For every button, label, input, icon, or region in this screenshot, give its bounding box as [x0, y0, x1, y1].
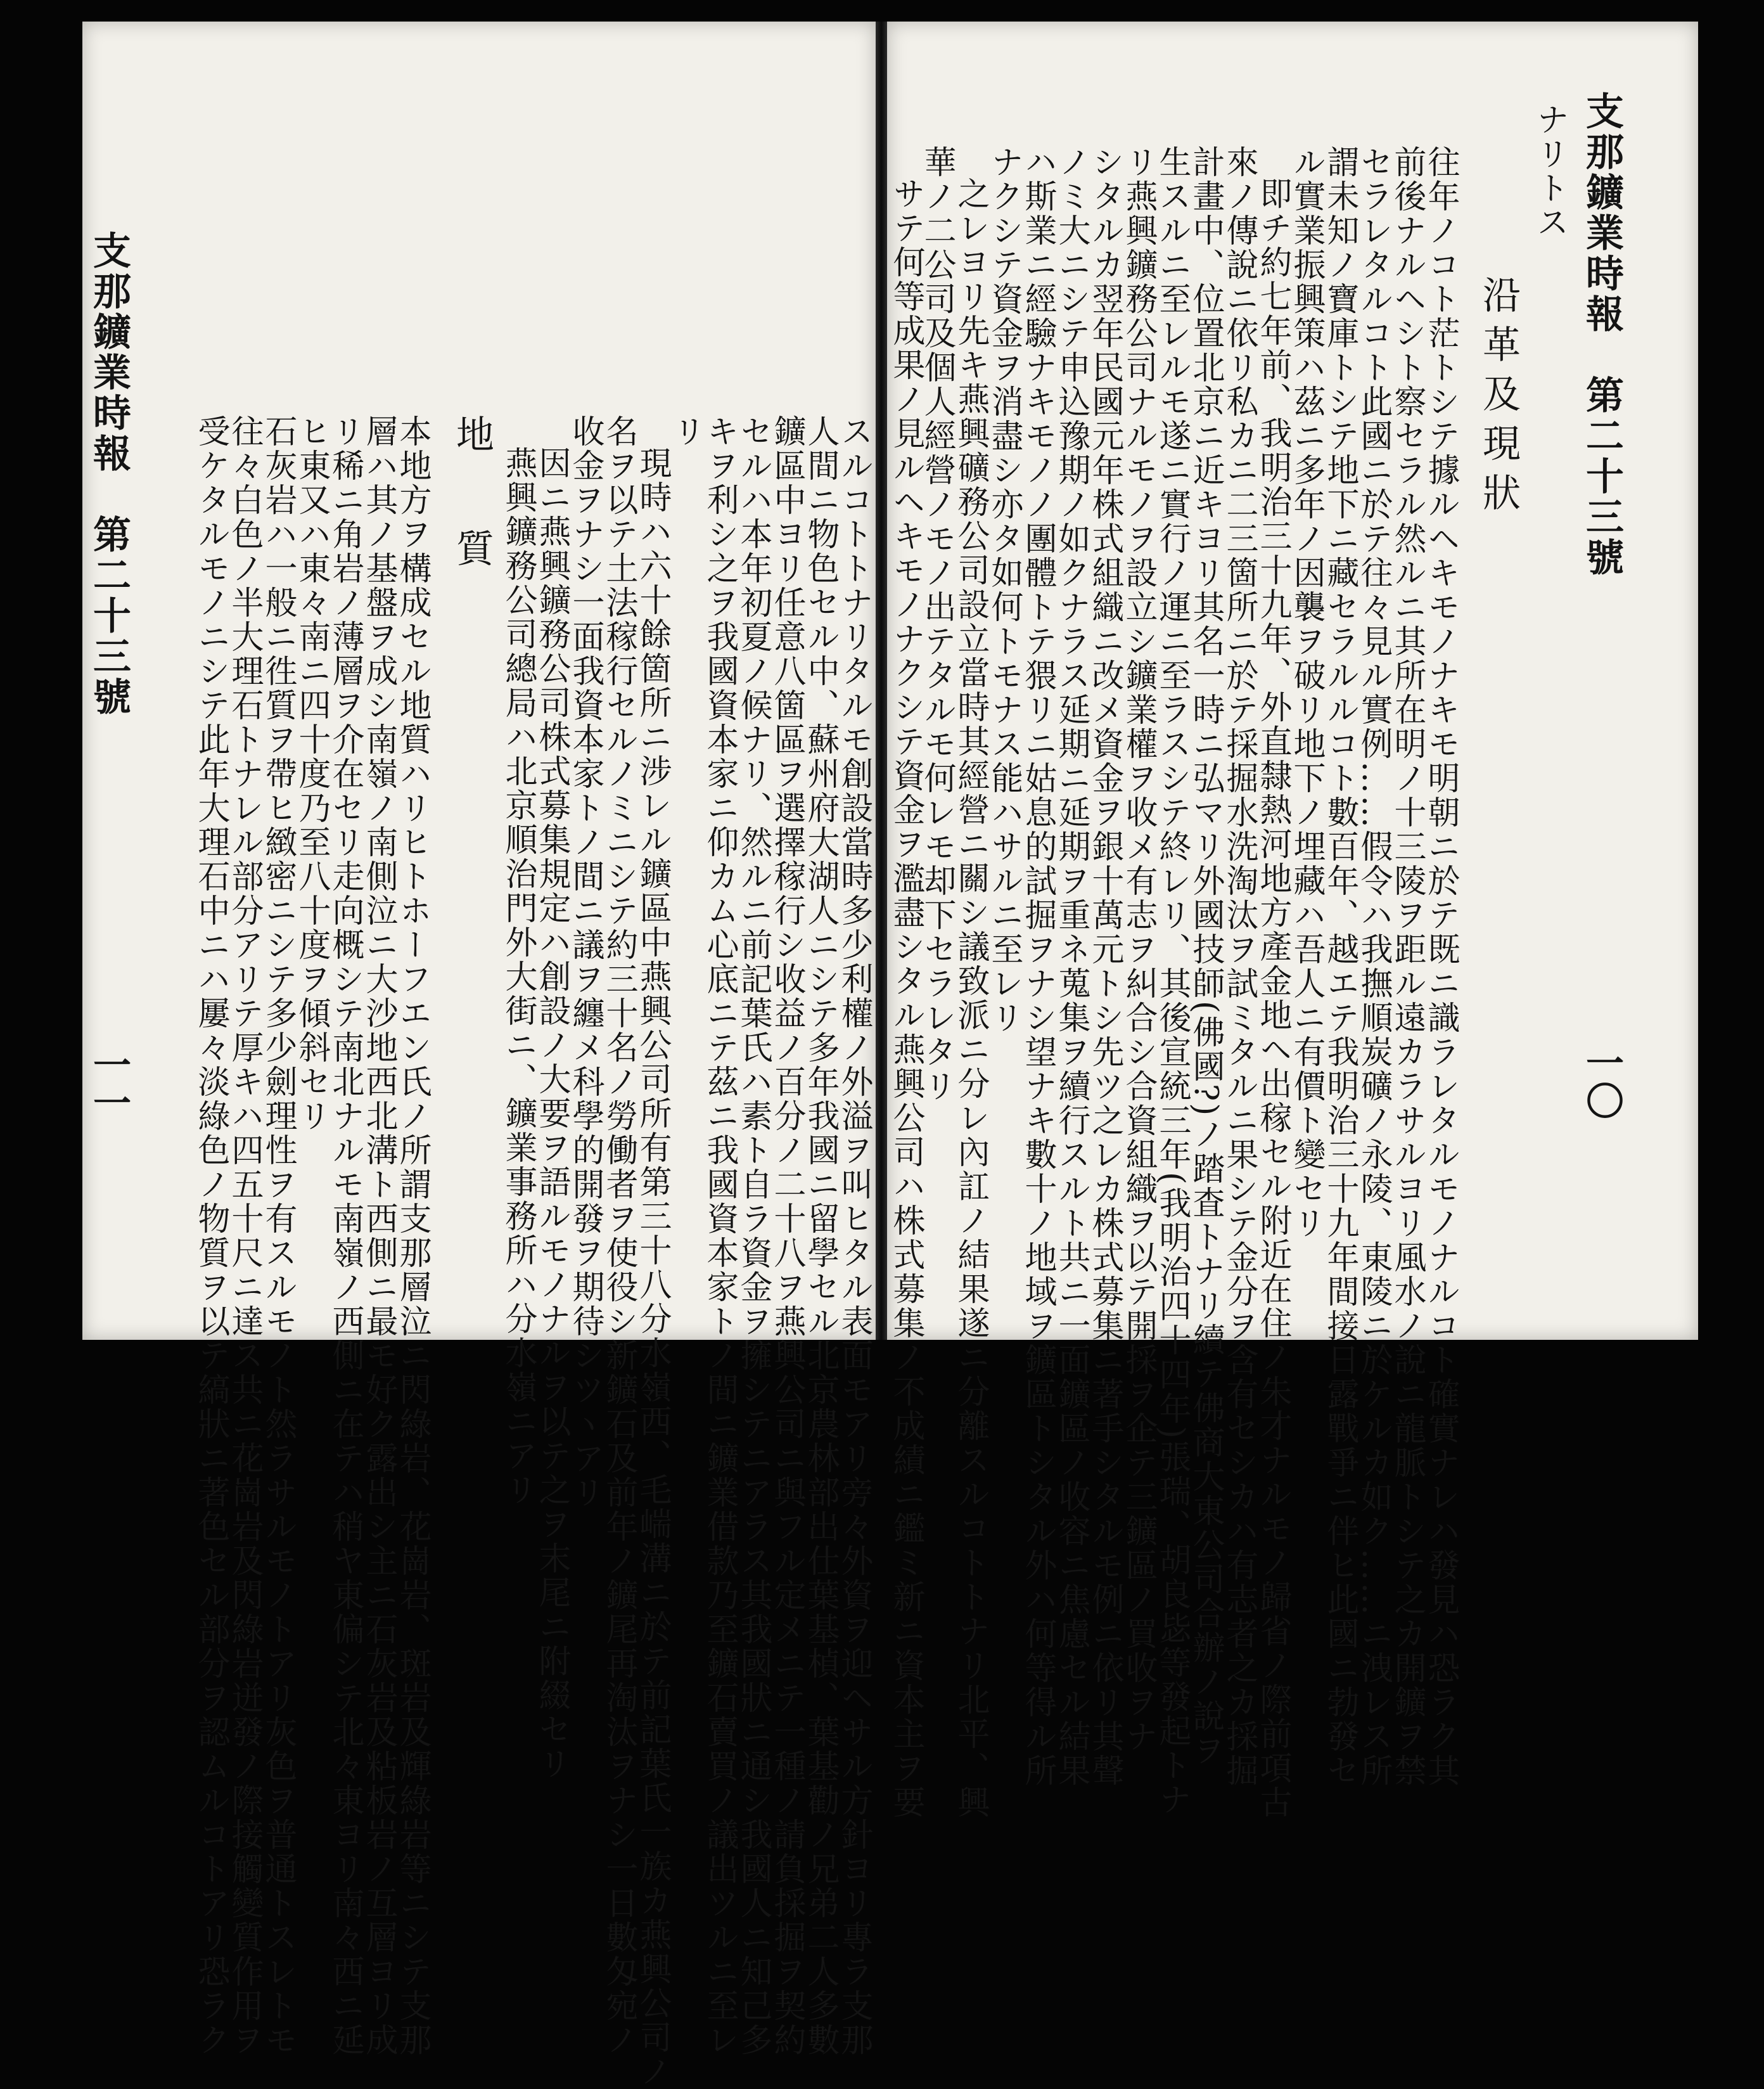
text-column: ナリトス — [1531, 103, 1568, 240]
text-column: 之レヨリ先キ燕興礦務公司設立當時其經營ニ關シ議致派ニ分レ內訌ノ結果遂ニ分離スルコトトナリ北平、興 — [952, 177, 989, 1820]
section-title: 地質 — [450, 415, 494, 643]
book-spine — [876, 22, 887, 1340]
text-column: 即チ約七年前、我明治三十九年、外直隸熱河地方產金地ヘ出稼セル附近在住ノ朱才ナルモノ歸省ノ際前項古 — [1254, 177, 1291, 1820]
right-page — [887, 22, 1698, 1820]
text-column: 人間ニ物色セル中、蘇州府大湖人ニシテ多年我國ニ留學セル北京農林部出仕葉基楨、葉基勸ノ兄弟二人多數 — [802, 415, 839, 2057]
text-column: 計畫中、位置北京ニ近キヨリ其名一時ニ弘マリ外國技師(佛國?)ノ踏査トナリ續テ佛商大東公司合辦ノ說ヲ — [1187, 145, 1224, 1768]
text-column: 現時ハ六十餘箇所ニ涉レル鑛區中燕興公司所有第三十八分水嶺西、毛㟨溝ニ於テ前記葉氏一族カ燕興公司ノ — [634, 446, 671, 2089]
text-column: 因ニ燕興鑛務公司株式募集規定ハ創設ノ大要ヲ語ルモノナルヲ以テ之ヲ末尾ニ附綴セリ — [533, 446, 570, 1781]
text-column: セラレタルコト此國ニ於テ往々見ル實例……假令ハ我撫順炭礦ノ永陵、東陵ニ於ケルカ如ク……ニ洩レス所 — [1355, 145, 1392, 1788]
text-column: リ燕興鑛務公司ナルモノヲ設立シ鑛業權ヲ收メ有志ヲ糾合シ合資組織ヲ以テ開採ヲ企テ三鑛區ノ買收ヲナ — [1120, 145, 1157, 1754]
text-column: ノミ大ニシテ申込豫期ノ如クナラス延期ニ延期ヲ重ネ蒐集ヲ續行スルト共ニ一面鑛區ノ收容ニ焦慮セル結果 — [1052, 145, 1090, 1788]
text-column: 層ハ其ノ基盤ヲ成シ南嶺ノ南側泣ニ大沙地西北溝ト西側ニ最モ好ク露出シ主ニ石灰岩及粘板岩ノ互層ヨリ成 — [360, 415, 397, 2057]
text-column: 本地方ヲ構成セル地質ハリヒトホーフエン氏ノ所謂支那層泣ニ閃綠岩、花崗岩、斑岩及輝綠岩等ニシテ支那 — [393, 415, 431, 2057]
text-column: 石灰岩ハ一般ニ徃質ヲ帶ヒ緻密ニシテ多少劍理性ヲ有スルモノト然ラサルモノトアリ灰色ヲ普通トスレトモ — [259, 415, 297, 2057]
section-title: 沿革及現狀 — [1476, 275, 1521, 522]
text-column: サテ何等成果ノ見ルヘキモノナクシテ資金ヲ濫盡シタル燕興公司ハ株式募集ノ不成績ニ鑑ミ新ニ資本主ヲ要 — [887, 177, 924, 1820]
text-column: 往年ノコト茫トシテ據ルヘキモノナキモ明朝ニ於テ既ニ識ラレタルモノナルコト確實ナレハ發見ハ恐ラク其 — [1422, 145, 1459, 1788]
text-column: リ — [667, 415, 705, 449]
text-column: 來ノ傳說ニ依リ私カニ二三箇所ニ於テ採掘水洗淘汰ヲ試ミタルニ果シテ金分ヲ含有セシカハ有志者之カ採掘 — [1220, 145, 1258, 1788]
text-column: 鑛區中ヨリ任意八箇區ヲ選擇稼行シ收益ノ百分ノ二十八ヲ燕興公司ニ與フル定メニテ一種ノ請負採掘ヲ契約 — [768, 415, 805, 2057]
text-column: ナクシテ資金ヲ消盡シ亦タ如何トモナス能ハサルニ至レリ — [985, 145, 1023, 1035]
text-column: 往々白色ノ半大理石トナレル部分アリテ厚キハ四五十尺ニ達ス共ニ花崗岩及閃綠岩迸發ノ際接觸變質作用ヲ — [226, 415, 263, 2057]
text-column: 受ケタルモノニシテ此年大理石中ニハ屢々淡綠色ノ物質ヲ以テ縞狀ニ著色セル部分ヲ認ムルコトアリ恐ラク — [192, 415, 229, 2057]
text-column: 前後ナルヘシト察セラル然ルニ其所在明ノ十三陵ヲ距ル遠カラサルヨリ風水ノ說ニ龍脈トシテ之カ開鑛ヲ禁 — [1388, 145, 1426, 1788]
text-column: キヲ利シ之ヲ我國資本家ニ仰カム心底ニテ茲ニ我國資本家トノ間ニ鑛業借款乃至鑛石賣買ノ議出ツルニ至レ — [701, 415, 738, 2057]
text-column: 收金ヲナシ一面我資本家トノ間ニ議ヲ纏メ科學的開發ヲ期待シツヽアリ — [566, 415, 604, 1510]
page-header-title: 支那鑛業時報 第二十三號 — [87, 231, 131, 717]
text-column: 謂未知ノ寶庫トシテ地下ニ藏セラルルコト數百年、越エテ我明治三十九年間接日露戰爭ニ伴ヒ此國ニ勃發セ — [1321, 145, 1358, 1788]
text-column: ヒ東又ハ東々南ニ四十度乃至八十度ヲ傾斜セリ — [293, 415, 330, 1133]
left-page — [82, 22, 876, 2089]
text-column: 生スルニ至レルモ遂ニ實行ノ運ニ至ラスシテ終レリ、其後宣統三年(我明治四十四年)張瑞、胡良毖等發起トナ — [1153, 145, 1191, 1817]
text-column: 燕興鑛務公司總局ハ北京順治門外大街ニ、鑛業事務所ハ分水嶺ニアリ — [499, 446, 537, 1507]
page-number: 一一 — [87, 1045, 131, 1121]
text-column: 名ヲ以テ土法稼行セルノミニシテ約三十名ノ勞働者ヲ使役シ新鑛石及前年ノ鑛尾再淘汰ヲナシ一日數匁宛ノ — [600, 415, 637, 2057]
text-column: リ稀ニ角岩ノ薄層ヲ介在セリ走向概シテ南北ナルモ南嶺ノ西側ニ在テハ稍ヤ東偏シテ北々東ヨリ南々西ニ延 — [326, 415, 364, 2057]
text-column: 華ノ二公司及個人經營ノモノ出テタルモ何レモ却下セラレタリ — [918, 145, 955, 1103]
text-column: スルコトトナリタルモ創設當時多少利權ノ外溢ヲ叫ヒタル表面モアリ旁々外資ヲ迎ヘサル方針ヨリ專ラ支那 — [835, 415, 872, 2057]
page-header-title: 支那鑛業時報 第二十三號 — [1580, 91, 1624, 578]
text-column: シタルカ翌年民國元年株式組織ニ改メ資金ヲ銀十萬元トシ先ツ之レカ株式募集ニ著手シタルモ例ニ依リ其聲 — [1086, 145, 1123, 1788]
page-number: 一〇 — [1580, 1043, 1624, 1119]
text-column: ル實業振興策ハ茲ニ多年ノ因襲ヲ破リ地下ノ埋藏ハ吾人ニ有價ト變セリ — [1288, 145, 1325, 1240]
text-column: ハ斯業ニ經驗ナキモノノ團體トテ猥リニ姑息的試掘ヲナシ望ナキ數十ノ地域ヲ鑛區トシタル外ハ何等得ル所 — [1019, 145, 1056, 1788]
text-column: セルハ本年初夏ノ候ナリ、然ルニ前記葉氏ハ素ト自ラ資金ヲ擁シテニアラス其我國狀ニ通シ我國人ニ知己多 — [734, 415, 772, 2057]
